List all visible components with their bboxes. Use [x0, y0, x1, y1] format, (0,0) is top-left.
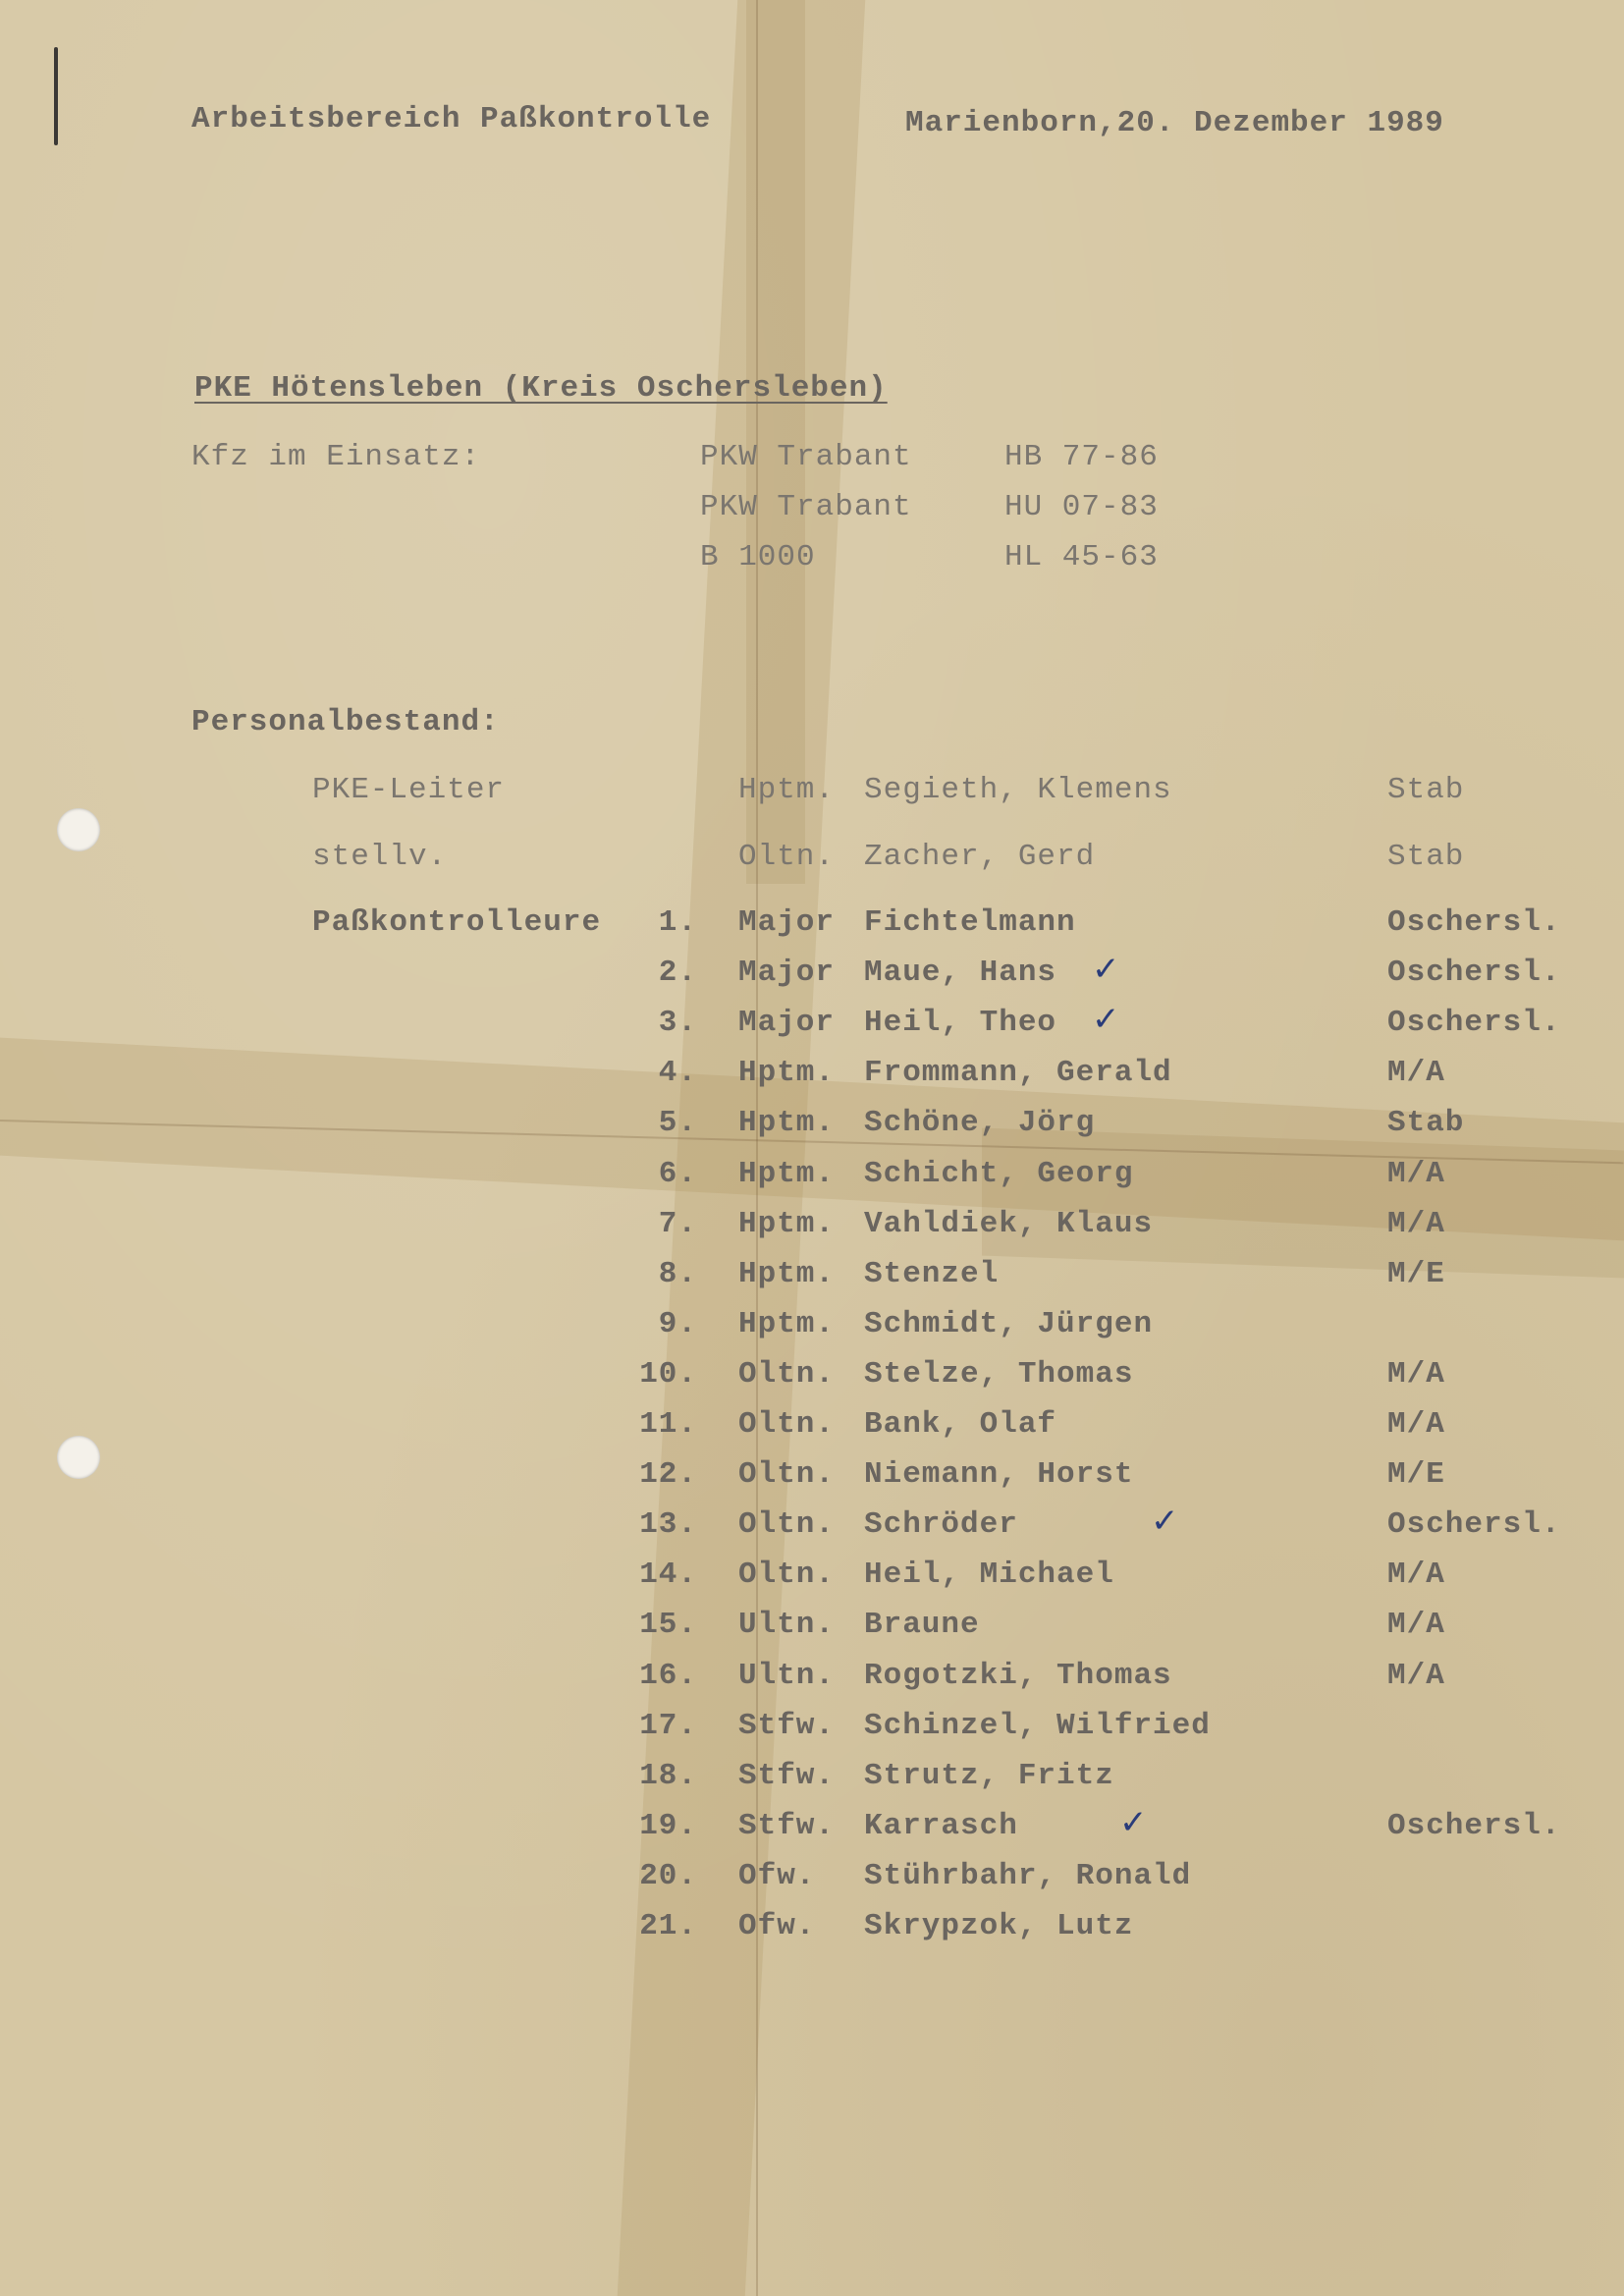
- controller-row: [0, 1157, 1624, 1206]
- deputy-role: stellv.: [312, 840, 448, 874]
- person-name: Schinzel, Wilfried: [864, 1709, 1211, 1743]
- rank: Major: [738, 905, 836, 940]
- controller-row: [0, 1608, 1624, 1657]
- row-number: 20.: [639, 1859, 697, 1893]
- unit: M/A: [1387, 1157, 1445, 1191]
- person-name: Zacher, Gerd: [864, 840, 1096, 874]
- leader-role: PKE-Leiter: [312, 773, 506, 807]
- controller-row: [0, 1558, 1624, 1607]
- rank: Hptm.: [738, 1207, 836, 1241]
- unit: Stab: [1387, 773, 1465, 807]
- unit: Oschersl.: [1387, 1809, 1561, 1843]
- controller-row: [0, 1659, 1624, 1708]
- controller-row: [0, 1502, 1624, 1557]
- rank: Oltn.: [738, 1407, 836, 1442]
- controllers-label: Paßkontrolleure: [312, 905, 602, 940]
- rank: Hptm.: [738, 773, 836, 807]
- person-name: Heil, Michael: [864, 1558, 1114, 1592]
- rank: Hptm.: [738, 1056, 836, 1090]
- rank: Stfw.: [738, 1809, 836, 1843]
- person-name: Schmidt, Jürgen: [864, 1307, 1154, 1341]
- row-number: 2.: [658, 956, 697, 990]
- unit: M/E: [1387, 1457, 1445, 1492]
- row-number: 14.: [639, 1558, 697, 1592]
- row-number: 13.: [639, 1507, 697, 1542]
- person-name: Schöne, Jörg: [864, 1106, 1096, 1140]
- unit: M/A: [1387, 1207, 1445, 1241]
- controller-row: [0, 1407, 1624, 1456]
- controller-row: [0, 1207, 1624, 1256]
- unit: M/E: [1387, 1257, 1445, 1291]
- deputy-row: [0, 840, 1624, 889]
- person-name: Skrypzok, Lutz: [864, 1909, 1134, 1943]
- unit: Stab: [1387, 840, 1465, 874]
- vehicle-type: PKW Trabant: [700, 440, 912, 474]
- person-name: Rogotzki, Thomas: [864, 1659, 1172, 1693]
- vehicle-plate: HU 07-83: [1004, 490, 1159, 524]
- controller-row: [0, 1803, 1624, 1858]
- rank: Oltn.: [738, 1507, 836, 1542]
- unit: M/A: [1387, 1659, 1445, 1693]
- row-number: 6.: [658, 1157, 697, 1191]
- unit: Stab: [1387, 1106, 1465, 1140]
- check-mark-icon: ✓: [1092, 950, 1120, 989]
- rank: Major: [738, 1006, 836, 1040]
- rank: Oltn.: [738, 840, 836, 874]
- person-name: Niemann, Horst: [864, 1457, 1134, 1492]
- rank: Hptm.: [738, 1307, 836, 1341]
- unit: Oschersl.: [1387, 1006, 1561, 1040]
- vehicle-plate: HB 77-86: [1004, 440, 1159, 474]
- personnel-label: Personalbestand:: [191, 705, 500, 739]
- place-date: Marienborn,20. Dezember 1989: [905, 106, 1444, 140]
- rank: Oltn.: [738, 1558, 836, 1592]
- person-name: Braune: [864, 1608, 980, 1642]
- controller-row: [0, 1909, 1624, 1958]
- person-name: Stelze, Thomas: [864, 1357, 1134, 1392]
- rank: Hptm.: [738, 1157, 836, 1191]
- rank: Hptm.: [738, 1257, 836, 1291]
- controller-row: [0, 950, 1624, 1005]
- row-number: 21.: [639, 1909, 697, 1943]
- row-number: 12.: [639, 1457, 697, 1492]
- controller-row: [0, 1357, 1624, 1406]
- rank: Stfw.: [738, 1709, 836, 1743]
- controller-row: [0, 1759, 1624, 1808]
- controller-row: [0, 1859, 1624, 1908]
- controller-row: [0, 1000, 1624, 1055]
- row-number: 15.: [639, 1608, 697, 1642]
- rank: Oltn.: [738, 1457, 836, 1492]
- row-number: 19.: [639, 1809, 697, 1843]
- vehicles-label: Kfz im Einsatz:: [191, 440, 481, 474]
- section-title: PKE Hötensleben (Kreis Oschersleben): [194, 371, 888, 406]
- controller-row: [0, 1457, 1624, 1506]
- rank: Ofw.: [738, 1909, 816, 1943]
- row-number: 8.: [658, 1257, 697, 1291]
- controller-row: [0, 1307, 1624, 1356]
- unit: M/A: [1387, 1558, 1445, 1592]
- rank: Ofw.: [738, 1859, 816, 1893]
- row-number: 5.: [658, 1106, 697, 1140]
- department-heading: Arbeitsbereich Paßkontrolle: [191, 102, 712, 137]
- row-number: 3.: [658, 1006, 697, 1040]
- rank: Ultn.: [738, 1659, 836, 1693]
- person-name: Bank, Olaf: [864, 1407, 1057, 1442]
- person-name: Maue, Hans: [864, 956, 1057, 990]
- unit: M/A: [1387, 1608, 1445, 1642]
- row-number: 16.: [639, 1659, 697, 1693]
- person-name: Stührbahr, Ronald: [864, 1859, 1192, 1893]
- vehicle-type: B 1000: [700, 540, 816, 574]
- row-number: 1.: [658, 905, 697, 940]
- unit: M/A: [1387, 1357, 1445, 1392]
- row-number: 7.: [658, 1207, 697, 1241]
- person-name: Strutz, Fritz: [864, 1759, 1114, 1793]
- leader-row: [0, 773, 1624, 822]
- controller-row: [0, 1709, 1624, 1758]
- vehicle-type: PKW Trabant: [700, 490, 912, 524]
- check-mark-icon: ✓: [1151, 1502, 1179, 1541]
- row-number: 4.: [658, 1056, 697, 1090]
- row-number: 9.: [658, 1307, 697, 1341]
- person-name: Schicht, Georg: [864, 1157, 1134, 1191]
- row-number: 17.: [639, 1709, 697, 1743]
- unit: Oschersl.: [1387, 1507, 1561, 1542]
- person-name: Fichtelmann: [864, 905, 1076, 940]
- unit: Oschersl.: [1387, 905, 1561, 940]
- controller-row: [0, 1257, 1624, 1306]
- person-name: Heil, Theo: [864, 1006, 1057, 1040]
- unit: M/A: [1387, 1056, 1445, 1090]
- controller-row: [0, 1056, 1624, 1105]
- vehicle-plate: HL 45-63: [1004, 540, 1159, 574]
- rank: Ultn.: [738, 1608, 836, 1642]
- row-number: 11.: [639, 1407, 697, 1442]
- person-name: Frommann, Gerald: [864, 1056, 1172, 1090]
- person-name: Segieth, Klemens: [864, 773, 1172, 807]
- unit: M/A: [1387, 1407, 1445, 1442]
- row-number: 18.: [639, 1759, 697, 1793]
- unit: Oschersl.: [1387, 956, 1561, 990]
- person-name: Stenzel: [864, 1257, 1000, 1291]
- check-mark-icon: ✓: [1119, 1803, 1148, 1842]
- row-number: 10.: [639, 1357, 697, 1392]
- staple-mark: [54, 47, 58, 145]
- person-name: Schröder: [864, 1507, 1018, 1542]
- controller-row: [0, 1106, 1624, 1155]
- person-name: Vahldiek, Klaus: [864, 1207, 1154, 1241]
- rank: Oltn.: [738, 1357, 836, 1392]
- person-name: Karrasch: [864, 1809, 1018, 1843]
- check-mark-icon: ✓: [1092, 1000, 1120, 1039]
- rank: Stfw.: [738, 1759, 836, 1793]
- controller-row: [0, 905, 1624, 955]
- rank: Hptm.: [738, 1106, 836, 1140]
- rank: Major: [738, 956, 836, 990]
